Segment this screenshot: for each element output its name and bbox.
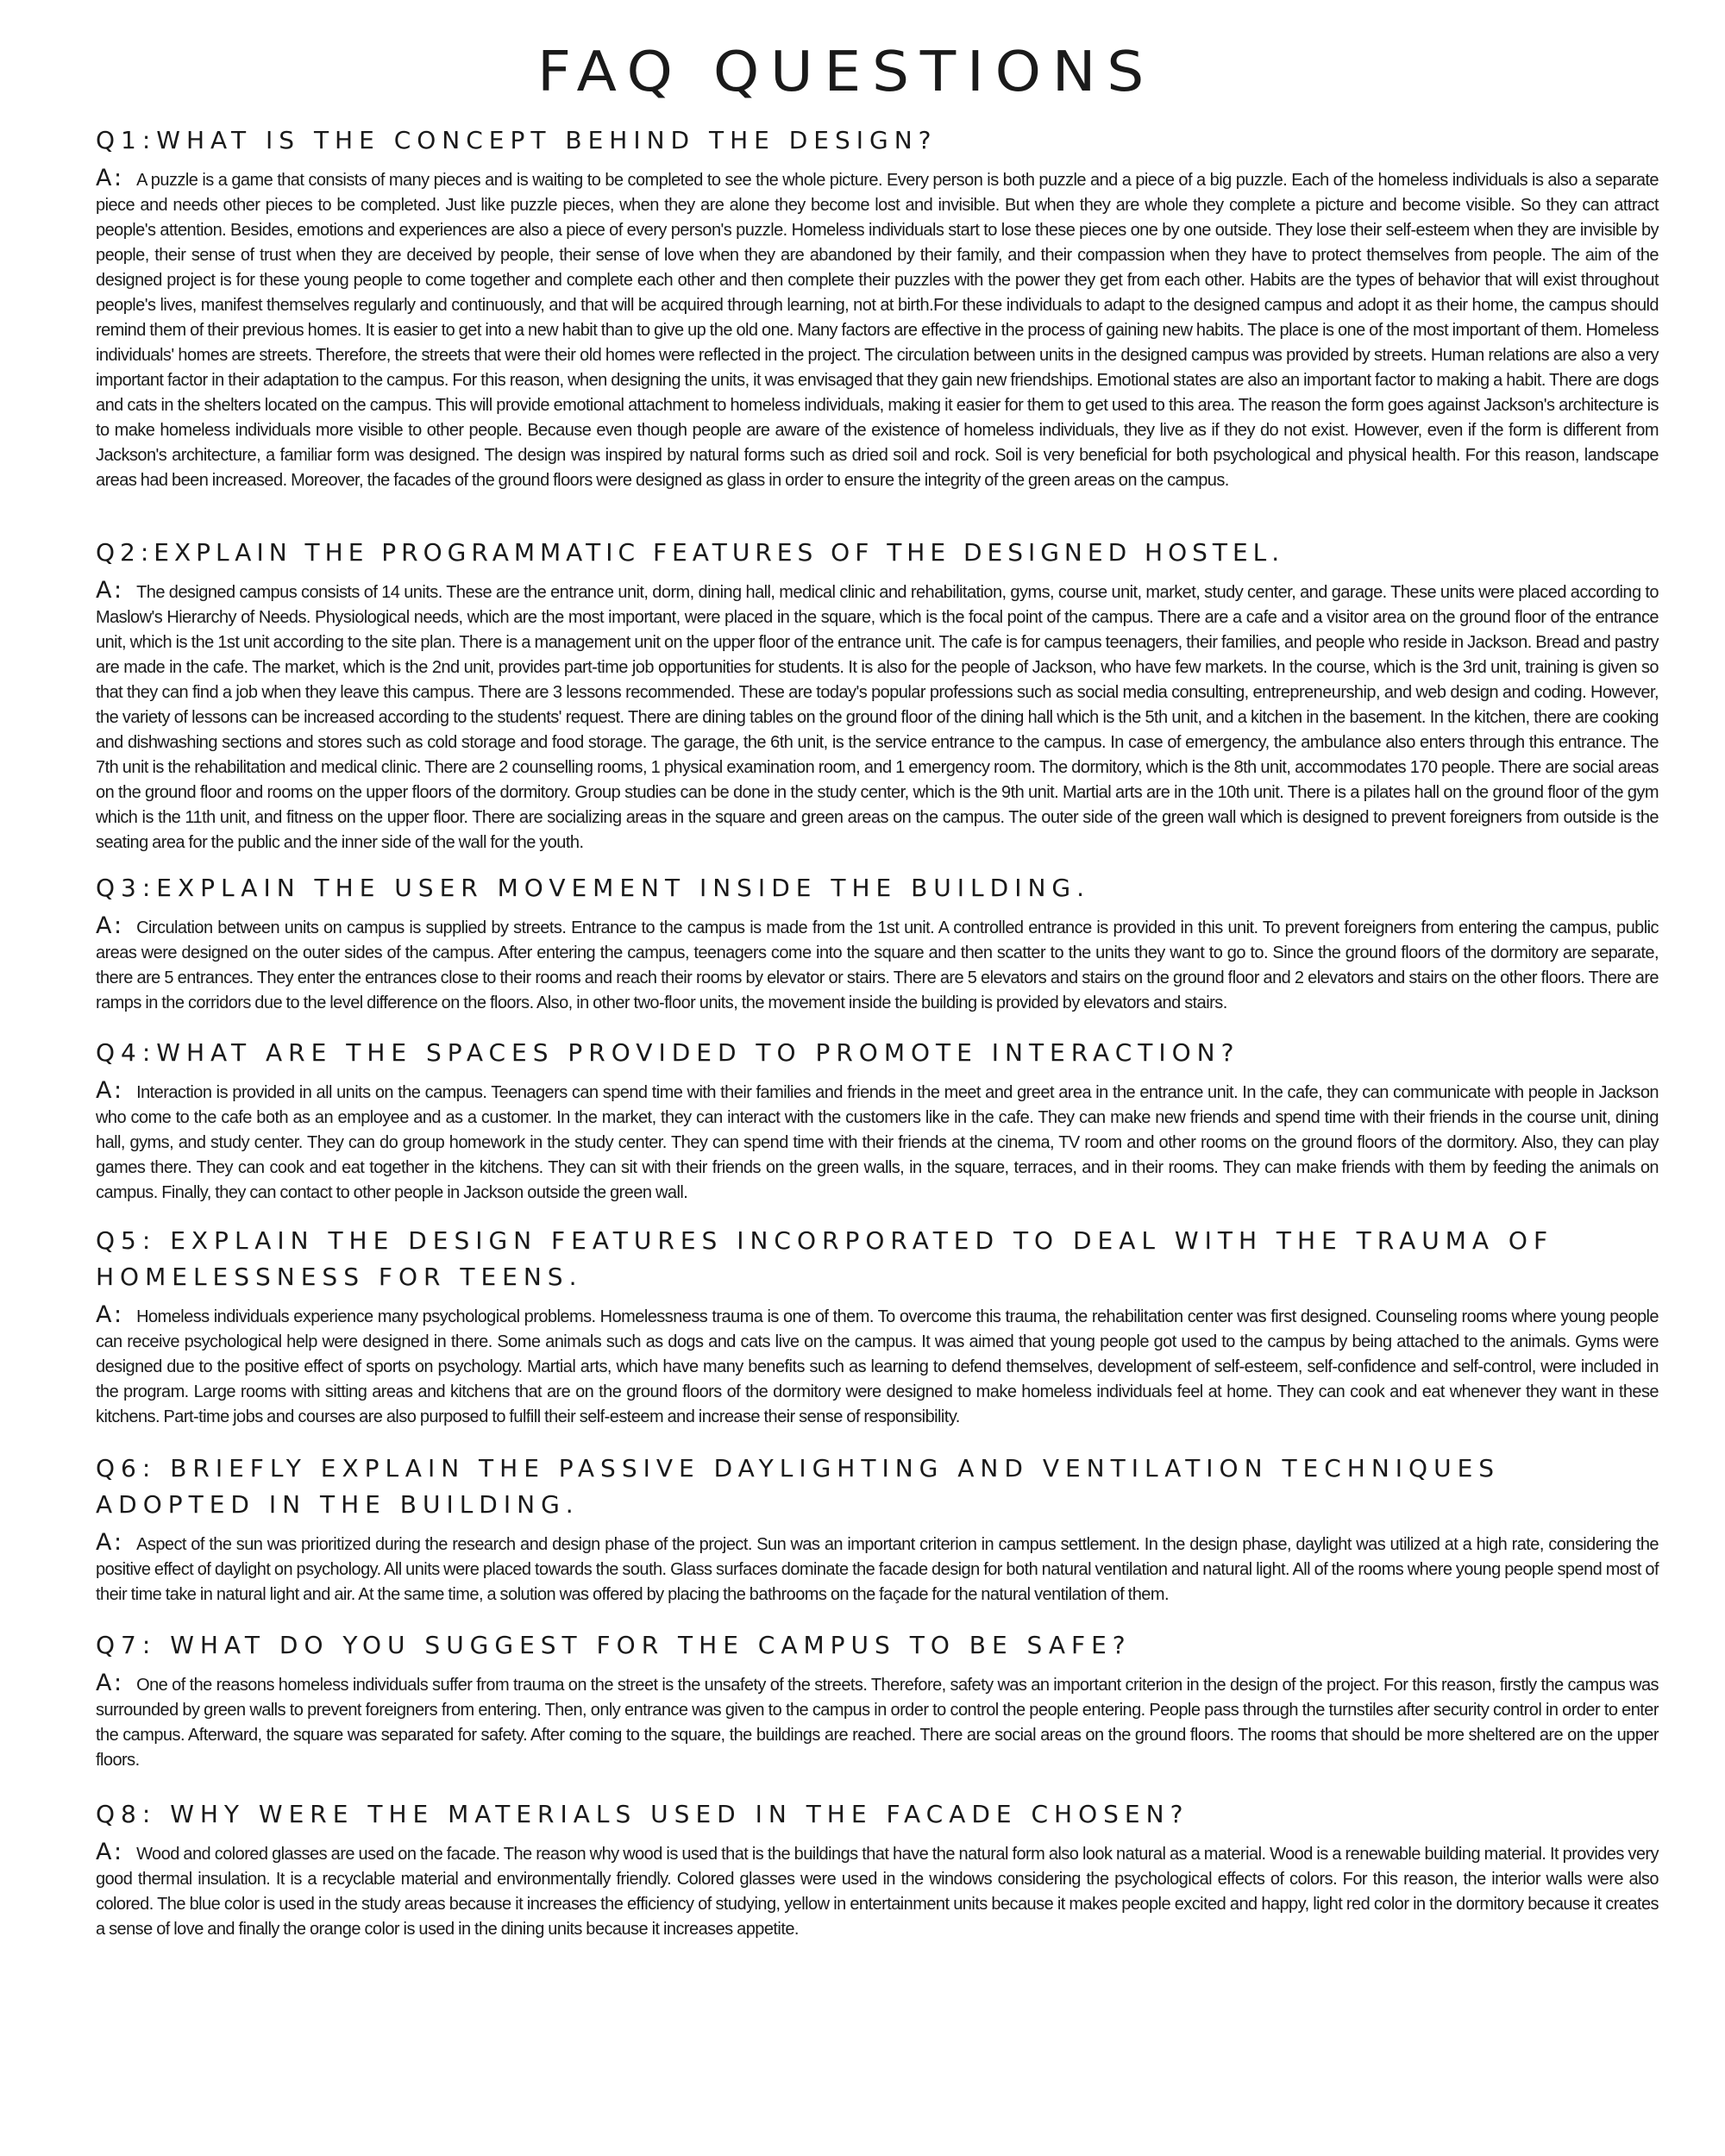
answer-text bbox=[96, 1530, 1659, 1608]
answer-body: Interaction is provided in all units on the campus. Teenagers can spend time with their families and friends in the meet and greet area in the entrance unit. In the cafe, they can communicate with people in Jackson who come to the cafe both as an employee and as a customer. In the market, they can interact with the customers like in the cafe. They can make new friends and spend time with their friends in the course unit, dining hall, gyms, and study center. They can do group homework in the study center. They can spend time with their friends at the cinema, TV room and other rooms on the ground floors of the dormitory. Also, they can play games there. They can cook and eat together in the kitchens. They can sit with their friends on the green walls, in the square, terraces, and in their rooms. They can make friends with them by feeding the animals on campus. Finally, they can contact to other people in Jackson outside the green wall. bbox=[96, 1083, 1659, 1202]
answer-text bbox=[96, 1839, 1659, 1942]
answer-label: A: bbox=[96, 1529, 125, 1556]
answer-body: Homeless individuals experience many psychological problems. Homelessness trauma is one of them. To overcome this trauma, the rehabilitation center was first designed. Counseling rooms where young people can receive psychological help were designed in there. Some animals such as dogs and cats live on the campus. It was aimed that young people got used to the campus by being attached to the animals. Gyms were designed due to the positive effect of sports on psychology. Martial arts, which have many benefits such as learning to defend themselves, development of self-esteem, self-confidence and self-control, were included in the program. Large rooms with sitting areas and kitchens that are on the ground floors of the dormitory were designed to make homeless individuals feel at home. They can cook and eat whenever they want in these kitchens. Part-time jobs and courses are also purposed to fulfill their self-esteem and increase their sense of responsibility. bbox=[96, 1307, 1659, 1426]
answer-body: A puzzle is a game that consists of many pieces and is waiting to be completed to see the whole picture. Every person is both puzzle and a piece of a big puzzle. Each of the homeless individuals is also a separate piece and needs other pieces to be completed. Just like puzzle pieces, when they are alone they become lost and invisible. But when they are whole they complete a picture and become visible. So they can attract people's attention. Besides, emotions and experiences are also a piece of every person's puzzle. Homeless individuals start to lose these pieces one by one outside. They lose their self-esteem when they are invisible by people, their sense of trust when they are deceived by people, their sense of love when they are abandoned by their family, and their compassion when they have to protect themselves from people. The aim of the designed project is for these young people to come together and complete each other and then complete their puzzles with the power they get from each other. Habits are the types of behavior that will exist throughout people's lives, manifest themselves regularly and continuously, and that will be acquired through learning, not at birth.For these individuals to adapt to the designed campus and adopt it as their home, the campus should remind them of their previous homes. It is easier to get into a new habit than to give up the old one. Many factors are effective in the process of gaining new habits. The place is one of the most important of them. Homeless individuals' homes are streets. Therefore, the streets that were their old homes were reflected in the project. The circulation between units in the designed campus was provided by streets. Human relations are also a very important factor in their adaptation to the campus. For this reason, when designing the units, it was envisaged that they gain new friendships. Emotional states are also an important factor to making a habit. There are dogs and cats in the shelters located on the campus. This will provide emotional attachment to homeless individuals, making it easier for them to get used to this area. The reason the form goes against Jackson's architecture is to make homeless individuals more visible to other people. Because even though people are aware of the existence of homeless individuals, they live as if they do not exist. However, even if the form is different from Jackson's architecture, a familiar form was designed. The design was inspired by natural forms such as dried soil and rock. Soil is very beneficial for both psychological and physical health. For this reason, landscape areas had been increased. Moreover, the facades of the ground floors were designed as glass in order to ensure the integrity of the green areas on the campus. bbox=[96, 171, 1659, 490]
answer-body: Aspect of the sun was prioritized during the research and design phase of the project. Sun was an important criterion in campus settlement. In the design phase, daylight was utilized at a high rate, considering the positive effect of daylight on psychology. All units were placed towards the south. Glass surfaces dominate the facade design for both natural ventilation and natural light. All of the rooms where young people spend most of their time take in natural light and air. At the same time, a solution was offered by placing the bathrooms on the façade for the natural ventilation of them. bbox=[96, 1535, 1659, 1604]
answer-label: A: bbox=[96, 912, 125, 939]
answer-text bbox=[96, 913, 1659, 1016]
answer-label: A: bbox=[96, 1670, 125, 1696]
faq-item-q2 bbox=[96, 535, 1659, 856]
question-heading: Q4:WHAT ARE THE SPACES PROVIDED TO PROMOTE INTERACTION? bbox=[96, 1038, 1240, 1067]
answer-label: A: bbox=[96, 165, 125, 191]
page-title: FAQ QUESTIONS bbox=[537, 41, 1155, 104]
question-heading: Q1:WHAT IS THE CONCEPT BEHIND THE DESIGN? bbox=[96, 126, 938, 154]
faq-item-q5 bbox=[96, 1223, 1659, 1430]
faq-item-q6 bbox=[96, 1451, 1659, 1608]
question-heading: Q7: WHAT DO YOU SUGGEST FOR THE CAMPUS TO BE SAFE? bbox=[96, 1631, 1132, 1659]
answer-text bbox=[96, 578, 1659, 856]
answer-body: One of the reasons homeless individuals suffer from trauma on the street is the unsafety of the streets. Therefore, safety was an important criterion in the design of the project. For this reason, firstly the campus was surrounded by green walls to prevent foreigners from entering. Then, only entrance was given to the campus in order to control the people entering. People pass through the turnstiles after security control in order to enter the campus. Afterward, the square was separated for safety. After coming to the square, the buildings are reached. There are social areas on the ground floors. The rooms that should be more sheltered are on the upper floors. bbox=[96, 1676, 1659, 1770]
answer-label: A: bbox=[96, 1839, 125, 1865]
question-heading: Q3:EXPLAIN THE USER MOVEMENT INSIDE THE BUILDING. bbox=[96, 874, 1091, 902]
answer-body: Wood and colored glasses are used on the facade. The reason why wood is used that is the buildings that have the natural form also look natural as a material. Wood is a renewable building material. It provides very good thermal insulation. It is a recyclable material and environmentally friendly. Colored glasses were used in the windows considering the psychological effects of colors. For this reason, the interior walls were also colored. The blue color is used in the study areas because it increases the efficiency of studying, yellow in entertainment units because it makes people excited and happy, light red color in the dormitory because it creates a sense of love and finally the orange color is used in the dining units because it increases appetite. bbox=[96, 1845, 1659, 1939]
question-heading: Q8: WHY WERE THE MATERIALS USED IN THE FACADE CHOSEN? bbox=[96, 1800, 1189, 1828]
answer-label: A: bbox=[96, 1301, 125, 1328]
answer-body: Circulation between units on campus is supplied by streets. Entrance to the campus is made from the 1st unit. A controlled entrance is provided in this unit. To prevent foreigners from entering the campus, public areas were designed on the outer sides of the campus. After entering the campus, teenagers come into the square and then scatter to the units they want to go to. Since the ground floors of the dormitory are separate, there are 5 entrances. They enter the entrances close to their rooms and reach their rooms by elevator or stairs. There are 5 elevators and stairs on the ground floor and 2 elevators and stairs on the other floors. There are ramps in the corridors due to the level difference on the floors. Also, in other two-floor units, the movement inside the building is provided by elevators and stairs. bbox=[96, 918, 1659, 1012]
answer-text bbox=[96, 1302, 1659, 1430]
question-heading: Q6: BRIEFLY EXPLAIN THE PASSIVE DAYLIGHTING AND VENTILATION TECHNIQUES ADOPTED IN THE BUILDING. bbox=[96, 1454, 1501, 1519]
answer-label: A: bbox=[96, 1077, 125, 1104]
faq-item-q3 bbox=[96, 870, 1659, 1016]
faq-item-q1 bbox=[96, 122, 1659, 493]
answer-text bbox=[96, 1078, 1659, 1206]
question-heading: Q2:EXPLAIN THE PROGRAMMATIC FEATURES OF THE DESIGNED HOSTEL. bbox=[96, 538, 1285, 567]
answer-text bbox=[96, 166, 1659, 493]
faq-item-q8 bbox=[96, 1796, 1659, 1942]
faq-item-q7 bbox=[96, 1627, 1659, 1773]
faq-item-q4 bbox=[96, 1035, 1659, 1206]
answer-label: A: bbox=[96, 577, 125, 604]
answer-body: The designed campus consists of 14 units. These are the entrance unit, dorm, dining hall, medical clinic and rehabilitation, gyms, course unit, market, study center, and garage. These units were placed according to Maslow's Hierarchy of Needs. Physiological needs, which are the most important, were placed in the square, which is the focal point of the campus. There are a cafe and a visitor area on the ground floor of the entrance unit, which is the 1st unit according to the site plan. There is a management unit on the upper floor of the entrance unit. The cafe is for campus teenagers, their families, and people who reside in Jackson. Bread and pastry are made in the cafe. The market, which is the 2nd unit, provides part-time job opportunities for students. It is also for the people of Jackson, who have few markets. In the course, which is the 3rd unit, training is given so that they can find a job when they leave this campus. There are 3 lessons recommended. These are today's popular professions such as social media consulting, entrepreneurship, and web design and coding. However, the variety of lessons can be increased according to the students' request. There are dining tables on the ground floor of the dining hall which is the 5th unit, and a kitchen in the basement. In the kitchen, there are cooking and dishwashing sections and stores such as cold storage and food storage. The garage, the 6th unit, is the service entrance to the campus. In case of emergency, the ambulance also enters through this entrance. The 7th unit is the rehabilitation and medical clinic. There are 2 counselling rooms, 1 physical examination room, and 1 emergency room. The dormitory, which is the 8th unit, accommodates 170 people. There are social areas on the ground floor and rooms on the upper floors of the dormitory. Group studies can be done in the study center, which is the 9th unit. Martial arts are in the 10th unit. There is a pilates hall on the ground floor of the gym which is the 11th unit, and fitness on the upper floor. There are socializing areas in the square and green areas on the campus. The outer side of the green wall which is designed to prevent foreigners from outside is the seating area for the public and the inner side of the wall for the youth. bbox=[96, 583, 1659, 852]
question-heading: Q5: EXPLAIN THE DESIGN FEATURES INCORPORATED TO DEAL WITH THE TRAUMA OF HOMELESSNESS FOR TEENS. bbox=[96, 1226, 1554, 1291]
answer-text bbox=[96, 1670, 1659, 1773]
